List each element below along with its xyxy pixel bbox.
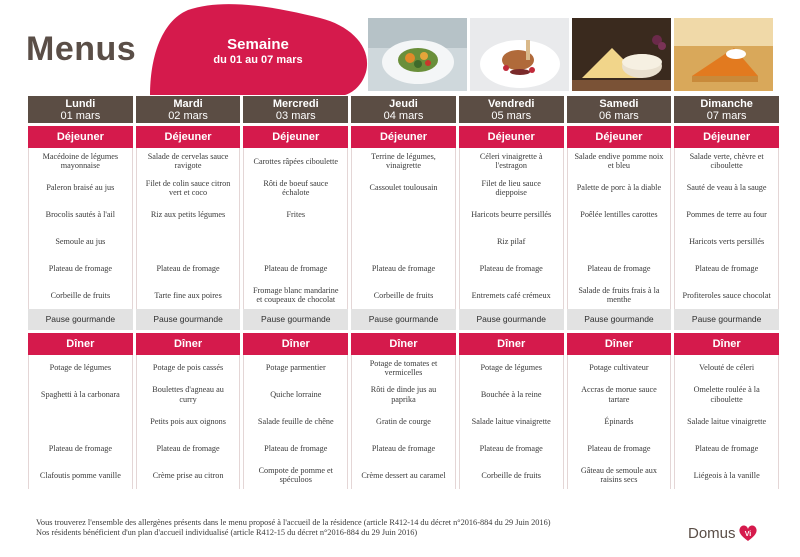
domusvi-logo xyxy=(688,523,758,543)
lunch-list xyxy=(28,148,133,309)
dinner-header: Dîner xyxy=(459,333,564,355)
day-name: Jeudi xyxy=(389,98,418,110)
lunch-dish: Carottes râpées ciboulette xyxy=(253,156,339,166)
day-date: 01 mars xyxy=(60,110,101,122)
lunch-dish: Corbeille de fruits xyxy=(373,290,434,300)
dinner-list xyxy=(28,355,133,489)
day-column-jeudi xyxy=(351,96,456,489)
day-column-samedi xyxy=(567,96,672,489)
lunch-list xyxy=(136,148,241,309)
dinner-header: Dîner xyxy=(243,333,348,355)
lunch-dish: Salade de fruits frais à la menthe xyxy=(578,285,660,305)
food-photo-salad xyxy=(368,18,467,91)
dinner-list xyxy=(459,355,564,489)
lunch-header: Déjeuner xyxy=(28,126,133,148)
page-title: Menus xyxy=(26,30,137,68)
day-date: 02 mars xyxy=(168,110,208,122)
lunch-dish: Frites xyxy=(286,210,306,220)
food-photo-duck xyxy=(470,18,569,91)
pause-gourmande: Pause gourmande xyxy=(136,309,241,330)
dinner-dish: Crème dessert au caramel xyxy=(361,470,446,480)
pause-gourmande: Pause gourmande xyxy=(243,309,348,330)
dinner-dish: Corbeille de fruits xyxy=(481,470,541,480)
lunch-dish: Plateau de fromage xyxy=(587,263,651,273)
day-header xyxy=(28,96,133,123)
lunch-dish: Poêlée lentilles carottes xyxy=(580,210,658,220)
day-header xyxy=(459,96,564,123)
lunch-dish: Corbeille de fruits xyxy=(50,290,111,300)
pause-gourmande: Pause gourmande xyxy=(459,309,564,330)
dinner-header: Dîner xyxy=(28,333,133,355)
dinner-dish: Plateau de fromage xyxy=(264,443,328,453)
dinner-dish: Potage parmentier xyxy=(265,363,326,373)
dinner-dish: Potage cultivateur xyxy=(589,363,649,373)
dinner-dish: Salade laitue vinaigrette xyxy=(687,417,767,427)
dinner-dish: Salade feuille de chêne xyxy=(257,417,334,427)
dinner-dish: Plateau de fromage xyxy=(48,443,112,453)
dinner-list xyxy=(567,355,672,489)
lunch-dish: Cassoulet toulousain xyxy=(369,183,438,193)
lunch-dish: Rôti de boeuf sauce échalote xyxy=(263,178,329,198)
dinner-list xyxy=(136,355,241,489)
lunch-dish: Macédoine de légumes mayonnaise xyxy=(42,151,119,171)
week-label: Semaine xyxy=(227,36,289,53)
dinner-dish: Épinards xyxy=(604,417,634,427)
dinner-dish: Plateau de fromage xyxy=(479,443,543,453)
lunch-dish: Filet de lieu sauce dieppoise xyxy=(481,178,541,198)
lunch-dish: Plateau de fromage xyxy=(695,263,759,273)
lunch-header: Déjeuner xyxy=(136,126,241,148)
dinner-header: Dîner xyxy=(136,333,241,355)
day-header xyxy=(674,96,779,123)
pause-gourmande: Pause gourmande xyxy=(28,309,133,330)
lunch-header: Déjeuner xyxy=(459,126,564,148)
dinner-dish: Boulettes d'agneau au curry xyxy=(152,385,224,404)
lunch-dish: Plateau de fromage xyxy=(371,263,436,273)
lunch-dish: Paleron braisé au jus xyxy=(46,183,115,193)
dinner-list xyxy=(243,355,348,489)
dinner-dish: Crème prise au citron xyxy=(152,470,224,480)
lunch-dish: Terrine de légumes, vinaigrette xyxy=(371,151,436,171)
day-date: 06 mars xyxy=(599,110,639,122)
day-column-mercredi xyxy=(243,96,348,489)
dinner-dish: Accras de morue sauce tartare xyxy=(581,385,657,404)
dinner-dish: Potage de légumes xyxy=(480,363,542,373)
dinner-list xyxy=(351,355,456,489)
dinner-dish: Gratin de courge xyxy=(376,417,431,427)
lunch-header: Déjeuner xyxy=(567,126,672,148)
day-date: 04 mars xyxy=(383,110,424,122)
lunch-list xyxy=(351,148,456,309)
pause-gourmande: Pause gourmande xyxy=(351,309,456,330)
day-header xyxy=(351,96,456,123)
dinner-header: Dîner xyxy=(351,333,456,355)
day-name: Samedi xyxy=(599,98,639,110)
lunch-dish xyxy=(568,228,671,255)
lunch-dish: Plateau de fromage xyxy=(48,263,112,273)
logo-mark-text: Vi xyxy=(744,531,751,538)
dinner-dish: Omelette roulée à la ciboulette xyxy=(693,385,760,404)
footer-note xyxy=(36,518,551,538)
lunch-dish: Entremets café crémeux xyxy=(471,290,551,300)
lunch-dish xyxy=(352,228,455,255)
day-header xyxy=(136,96,241,123)
day-column-dimanche xyxy=(674,96,779,489)
dinner-dish: Plateau de fromage xyxy=(695,443,759,453)
footer-line-allergens: Vous trouverez l'ensemble des allergènes présents dans le menu proposé à l'accueil de la résidence (article R412-14 du décret n°2016-884 du 29 Juin 2016) xyxy=(36,518,551,527)
lunch-dish: Haricots beurre persillés xyxy=(471,210,552,220)
day-name: Lundi xyxy=(65,98,96,110)
lunch-dish: Salade verte, chèvre et ciboulette xyxy=(689,151,764,171)
lunch-dish: Semoule au jus xyxy=(55,237,106,247)
pause-gourmande: Pause gourmande xyxy=(567,309,672,330)
menu-grid xyxy=(28,96,779,489)
dinner-header: Dîner xyxy=(567,333,672,355)
lunch-dish: Pommes de terre au four xyxy=(686,210,767,220)
dinner-dish: Plateau de fromage xyxy=(156,443,220,453)
day-header xyxy=(567,96,672,123)
lunch-dish: Tarte fine aux poires xyxy=(154,290,222,300)
lunch-list xyxy=(243,148,348,309)
dinner-dish: Velouté de céleri xyxy=(699,363,755,373)
day-name: Mercredi xyxy=(272,98,319,110)
dinner-dish: Compote de pomme et spéculoos xyxy=(258,465,333,485)
lunch-dish: Filet de colin sauce citron vert et coco xyxy=(145,178,231,198)
dinner-dish xyxy=(29,408,132,435)
day-name: Dimanche xyxy=(700,98,753,110)
day-date: 05 mars xyxy=(491,110,532,122)
dinner-dish: Rôti de dinde jus au paprika xyxy=(370,385,437,404)
week-badge xyxy=(198,36,318,66)
lunch-dish: Plateau de fromage xyxy=(156,263,220,273)
lunch-dish: Plateau de fromage xyxy=(264,263,328,273)
food-photo-cheese xyxy=(572,18,671,91)
lunch-header: Déjeuner xyxy=(351,126,456,148)
logo-heart-icon xyxy=(738,523,758,543)
dinner-dish: Potage de tomates et vermicelles xyxy=(369,358,438,378)
dinner-dish: Petits pois aux oignons xyxy=(150,417,226,427)
lunch-header: Déjeuner xyxy=(674,126,779,148)
lunch-dish: Haricots verts persillés xyxy=(689,237,765,247)
dinner-dish: Gâteau de semoule aux raisins secs xyxy=(580,465,657,485)
lunch-dish xyxy=(244,228,347,255)
dinner-dish: Plateau de fromage xyxy=(371,443,436,453)
dinner-dish: Bouchée à la reine xyxy=(480,390,542,400)
lunch-dish: Salade endive pomme noix et bleu xyxy=(574,151,664,171)
lunch-dish: Fromage blanc mandarine et coupeaux de chocolat xyxy=(253,285,339,305)
dinner-dish: Plateau de fromage xyxy=(587,443,651,453)
lunch-dish: Riz aux petits légumes xyxy=(150,210,226,220)
day-name: Vendredi xyxy=(487,98,535,110)
lunch-dish: Riz pilaf xyxy=(496,237,526,247)
lunch-dish: Brocolis sautés à l'ail xyxy=(45,210,116,220)
lunch-list xyxy=(567,148,672,309)
dinner-dish: Clafoutis pomme vanille xyxy=(39,470,121,480)
lunch-list xyxy=(674,148,779,309)
header xyxy=(0,0,800,95)
dinner-dish: Salade laitue vinaigrette xyxy=(471,417,551,427)
dinner-dish: Potage de légumes xyxy=(49,363,112,373)
dinner-header: Dîner xyxy=(674,333,779,355)
day-column-vendredi xyxy=(459,96,564,489)
lunch-dish: Palette de porc à la diable xyxy=(576,183,662,193)
lunch-header: Déjeuner xyxy=(243,126,348,148)
lunch-dish: Céleri vinaigrette à l'estragon xyxy=(479,151,543,171)
lunch-dish: Salade de cervelas sauce ravigote xyxy=(147,151,229,171)
day-column-lundi xyxy=(28,96,133,489)
dinner-dish: Spaghetti à la carbonara xyxy=(40,390,120,400)
pause-gourmande: Pause gourmande xyxy=(674,309,779,330)
lunch-dish xyxy=(352,202,455,229)
lunch-dish: Plateau de fromage xyxy=(479,263,543,273)
day-date: 07 mars xyxy=(706,110,747,122)
lunch-dish: Profiteroles sauce chocolat xyxy=(682,290,771,300)
logo-text: Domus xyxy=(688,524,736,542)
food-photo-pie xyxy=(674,18,773,91)
lunch-dish: Sauté de veau à la sauge xyxy=(686,183,767,193)
lunch-list xyxy=(459,148,564,309)
dinner-dish: Liégeois à la vanille xyxy=(693,470,760,480)
day-column-mardi xyxy=(136,96,241,489)
dinner-dish: Quiche lorraine xyxy=(270,390,322,400)
day-date: 03 mars xyxy=(275,110,316,122)
day-name: Mardi xyxy=(173,98,203,110)
day-header xyxy=(243,96,348,123)
dinner-dish: Potage de pois cassés xyxy=(152,363,224,373)
lunch-dish xyxy=(137,228,240,255)
week-range: du 01 au 07 mars xyxy=(213,54,303,66)
dinner-list xyxy=(674,355,779,489)
footer-line-plan: Nos résidents bénéficient d'un plan d'accueil individualisé (article R412-15 du décret n°2016-884 du 29 Juin 2016) xyxy=(36,528,418,537)
